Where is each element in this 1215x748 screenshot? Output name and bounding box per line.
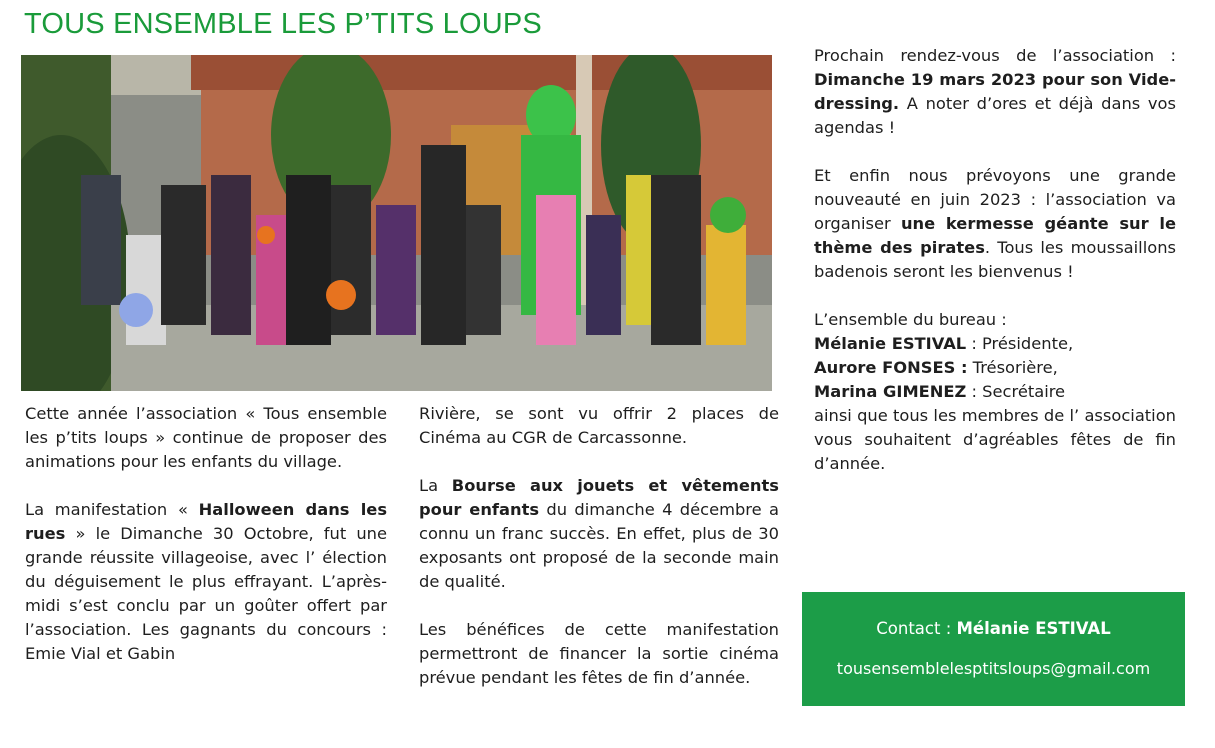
- kermesse-event-name: une kermesse géante sur le thème des pirates: [814, 214, 1176, 257]
- member-name: Marina GIMENEZ: [814, 382, 967, 401]
- member-role: : Secrétaire: [966, 382, 1066, 401]
- next-event-paragraph: [814, 44, 1176, 140]
- kermesse-paragraph: [814, 164, 1176, 284]
- contact-label: Contact :: [876, 619, 957, 638]
- intro-paragraph: Cette année l’association « Tous ensemble les p’tits loups » continue de proposer des animations pour les enfants du village.: [25, 404, 387, 471]
- member-name: Aurore FONSES :: [814, 358, 968, 377]
- member-name: Mélanie ESTIVAL: [814, 334, 967, 353]
- contact-line: [802, 619, 1185, 638]
- closing-paragraph: ainsi que tous les membres de l’ association vous souhaitent d’agréables fêtes de fin d’année.: [814, 406, 1176, 473]
- article-column-2: [419, 402, 779, 714]
- bourse-event-name: Bourse aux jouets et vêtements pour enfants: [419, 476, 779, 519]
- member-role: : Présidente,: [966, 334, 1074, 353]
- benefits-paragraph: Les bénéfices de cette manifestation permettront de financer la sortie cinéma prévue pendant les fêtes de fin d’année.: [419, 620, 779, 687]
- kermesse-suffix: . Tous les moussaillons badenois seront les bienvenus !: [814, 238, 1176, 281]
- member-role: Trésorière,: [967, 358, 1058, 377]
- next-event-date: Dimanche 19 mars 2023 pour son Vide-dressing.: [814, 70, 1176, 113]
- halloween-prefix: La manifestation «: [25, 500, 199, 519]
- halloween-group-photo: [21, 55, 772, 391]
- article-column-3: [814, 44, 1176, 476]
- contact-email[interactable]: tousensemblelesptitsloups@gmail.com: [836, 659, 1151, 678]
- kermesse-prefix: Et enfin nous prévoyons une grande nouveauté en juin 2023 : l’association va organiser: [814, 166, 1176, 233]
- bourse-prefix: La: [419, 476, 452, 495]
- halloween-description: » le Dimanche 30 Octobre, fut une grande réussite villageoise, avec l’ élection du déguisement le plus effrayant. L’après-midi s’est conclu par un goûter offert par l’association. Les gagnants du concours : Emie Vial et Gabin: [25, 524, 387, 663]
- next-event-prefix: Prochain rendez-vous de l’association :: [814, 46, 1176, 65]
- halloween-paragraph: [25, 498, 387, 666]
- bureau-member: [814, 380, 1176, 404]
- bourse-paragraph: [419, 474, 779, 594]
- bourse-description: du dimanche 4 décembre a connu un franc succès. En effet, plus de 30 exposants ont proposé de la seconde main de qualité.: [419, 500, 779, 591]
- article-column-1: [25, 402, 387, 690]
- bureau-block: [814, 308, 1176, 404]
- winners-paragraph: Rivière, se sont vu offrir 2 places de Cinéma au CGR de Carcassonne.: [419, 404, 779, 447]
- halloween-event-name: Halloween dans les rues: [25, 500, 388, 543]
- bureau-member: [814, 356, 1176, 380]
- contact-name: Mélanie ESTIVAL: [956, 619, 1111, 638]
- article-title: TOUS ENSEMBLE LES P’TITS LOUPS: [24, 8, 542, 40]
- bureau-intro: L’ensemble du bureau :: [814, 310, 1007, 329]
- contact-box: [802, 592, 1185, 706]
- bureau-member: [814, 332, 1176, 356]
- next-event-suffix: A noter d’ores et déjà dans vos agendas !: [814, 94, 1176, 137]
